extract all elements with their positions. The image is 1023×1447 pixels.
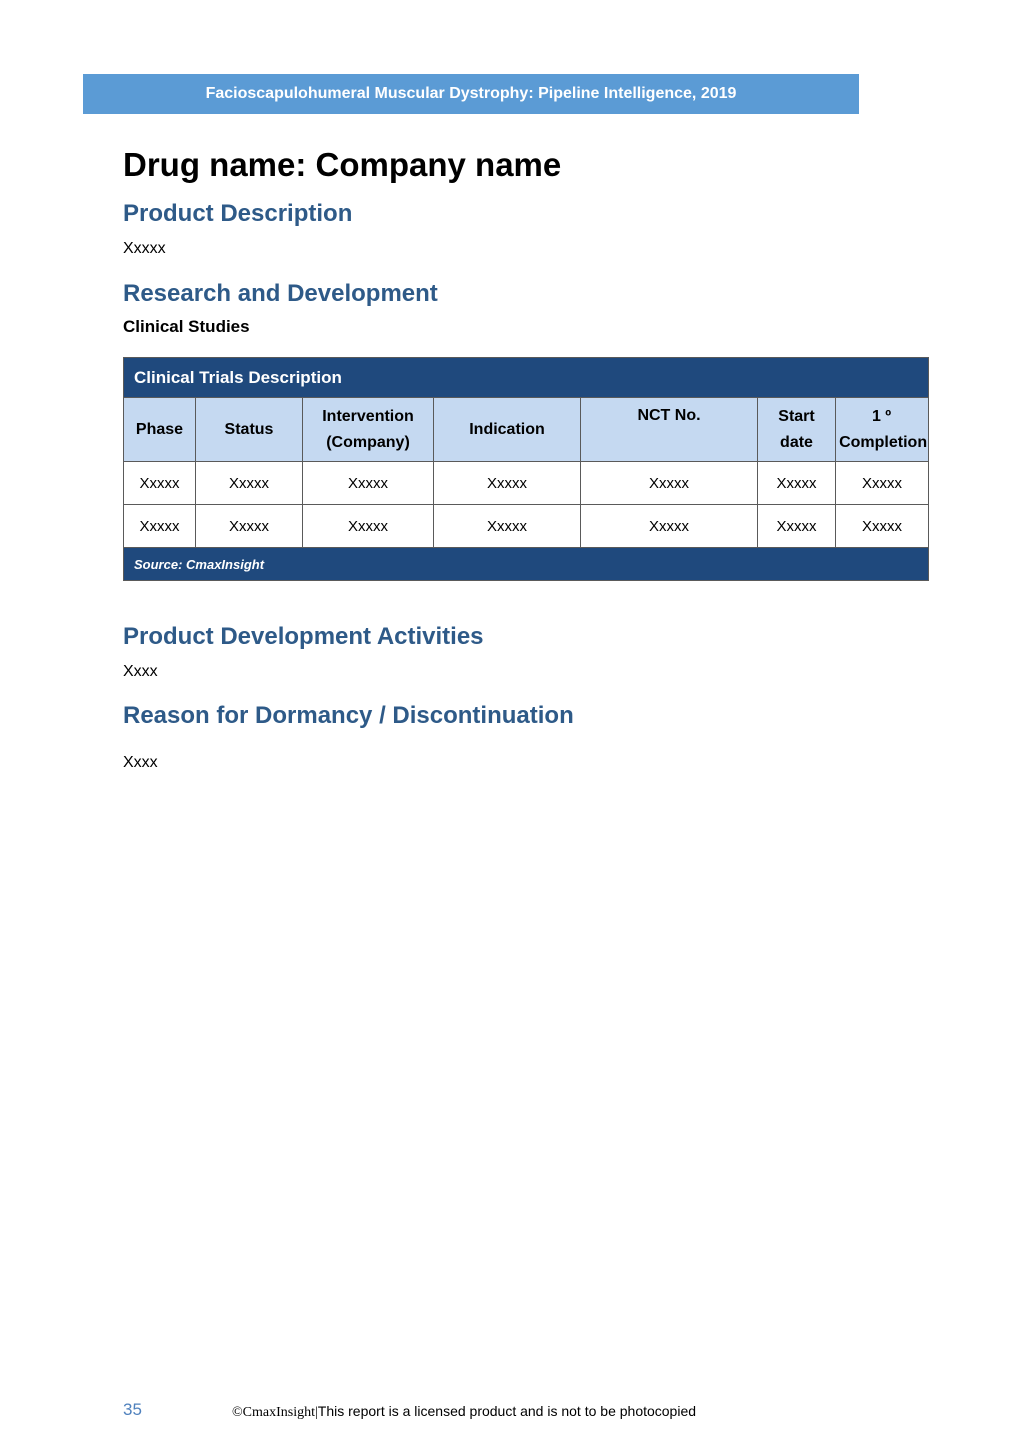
table-cell: Xxxxx	[581, 462, 758, 505]
column-header-status: Status	[196, 398, 303, 462]
table-header-row	[124, 398, 929, 462]
page-header-banner	[83, 74, 859, 114]
footer-separator: |	[314, 1405, 318, 1420]
table-cell: Xxxxx	[758, 505, 836, 548]
product-description-heading: Product Description	[123, 200, 353, 227]
product-development-activities-heading: Product Development Activities	[123, 623, 484, 650]
page-header-title: Facioscapulohumeral Muscular Dystrophy: Pipeline Intelligence, 2019	[205, 85, 737, 102]
dormancy-text: Xxxx	[123, 754, 158, 771]
table-cell: Xxxxx	[124, 505, 196, 548]
table-cell: Xxxxx	[124, 462, 196, 505]
clinical-studies-subheading: Clinical Studies	[123, 317, 250, 336]
research-development-heading: Research and Development	[123, 280, 438, 307]
page-number: 35	[123, 1400, 142, 1419]
column-header-intervention-line1: Intervention	[322, 407, 414, 425]
column-header-intervention	[303, 398, 434, 462]
table-row	[124, 505, 929, 548]
column-header-completion-line2: Completion	[839, 433, 928, 451]
column-header-indication: Indication	[434, 398, 581, 462]
table-cell: Xxxxx	[196, 462, 303, 505]
table-cell: Xxxxx	[581, 505, 758, 548]
column-header-completion-line1: 1 º	[871, 407, 892, 425]
table-cell: Xxxxx	[303, 462, 434, 505]
table-cell: Xxxxx	[758, 462, 836, 505]
table-cell: Xxxxx	[196, 505, 303, 548]
table-cell: Xxxxx	[303, 505, 434, 548]
copyright-symbol: ©	[232, 1405, 243, 1420]
product-development-activities-text: Xxxx	[123, 663, 158, 680]
table-cell: Xxxxx	[434, 505, 581, 548]
column-header-nct: NCT No.	[581, 398, 758, 462]
product-description-text: Xxxxx	[123, 240, 166, 257]
document-title: Drug name: Company name	[123, 146, 562, 183]
footer-notice	[232, 1402, 696, 1422]
column-header-start-line1: Start	[778, 407, 815, 425]
column-header-start-line2: date	[780, 433, 813, 451]
footer-license-text: This report is a licensed product and is not to be photocopied	[317, 1403, 697, 1419]
table-row	[124, 462, 929, 505]
table-cell: Xxxxx	[434, 462, 581, 505]
footer-brand: CmaxInsight	[242, 1405, 315, 1420]
column-header-completion	[836, 398, 929, 462]
column-header-phase: Phase	[124, 398, 196, 462]
table-source-note: Source: CmaxInsight	[124, 548, 929, 581]
column-header-start-date	[758, 398, 836, 462]
table-caption: Clinical Trials Description	[124, 358, 929, 398]
table-cell: Xxxxx	[836, 505, 929, 548]
table-cell: Xxxxx	[836, 462, 929, 505]
dormancy-heading: Reason for Dormancy / Discontinuation	[123, 702, 574, 729]
column-header-intervention-line2: (Company)	[326, 433, 410, 451]
clinical-trials-table	[123, 357, 929, 581]
